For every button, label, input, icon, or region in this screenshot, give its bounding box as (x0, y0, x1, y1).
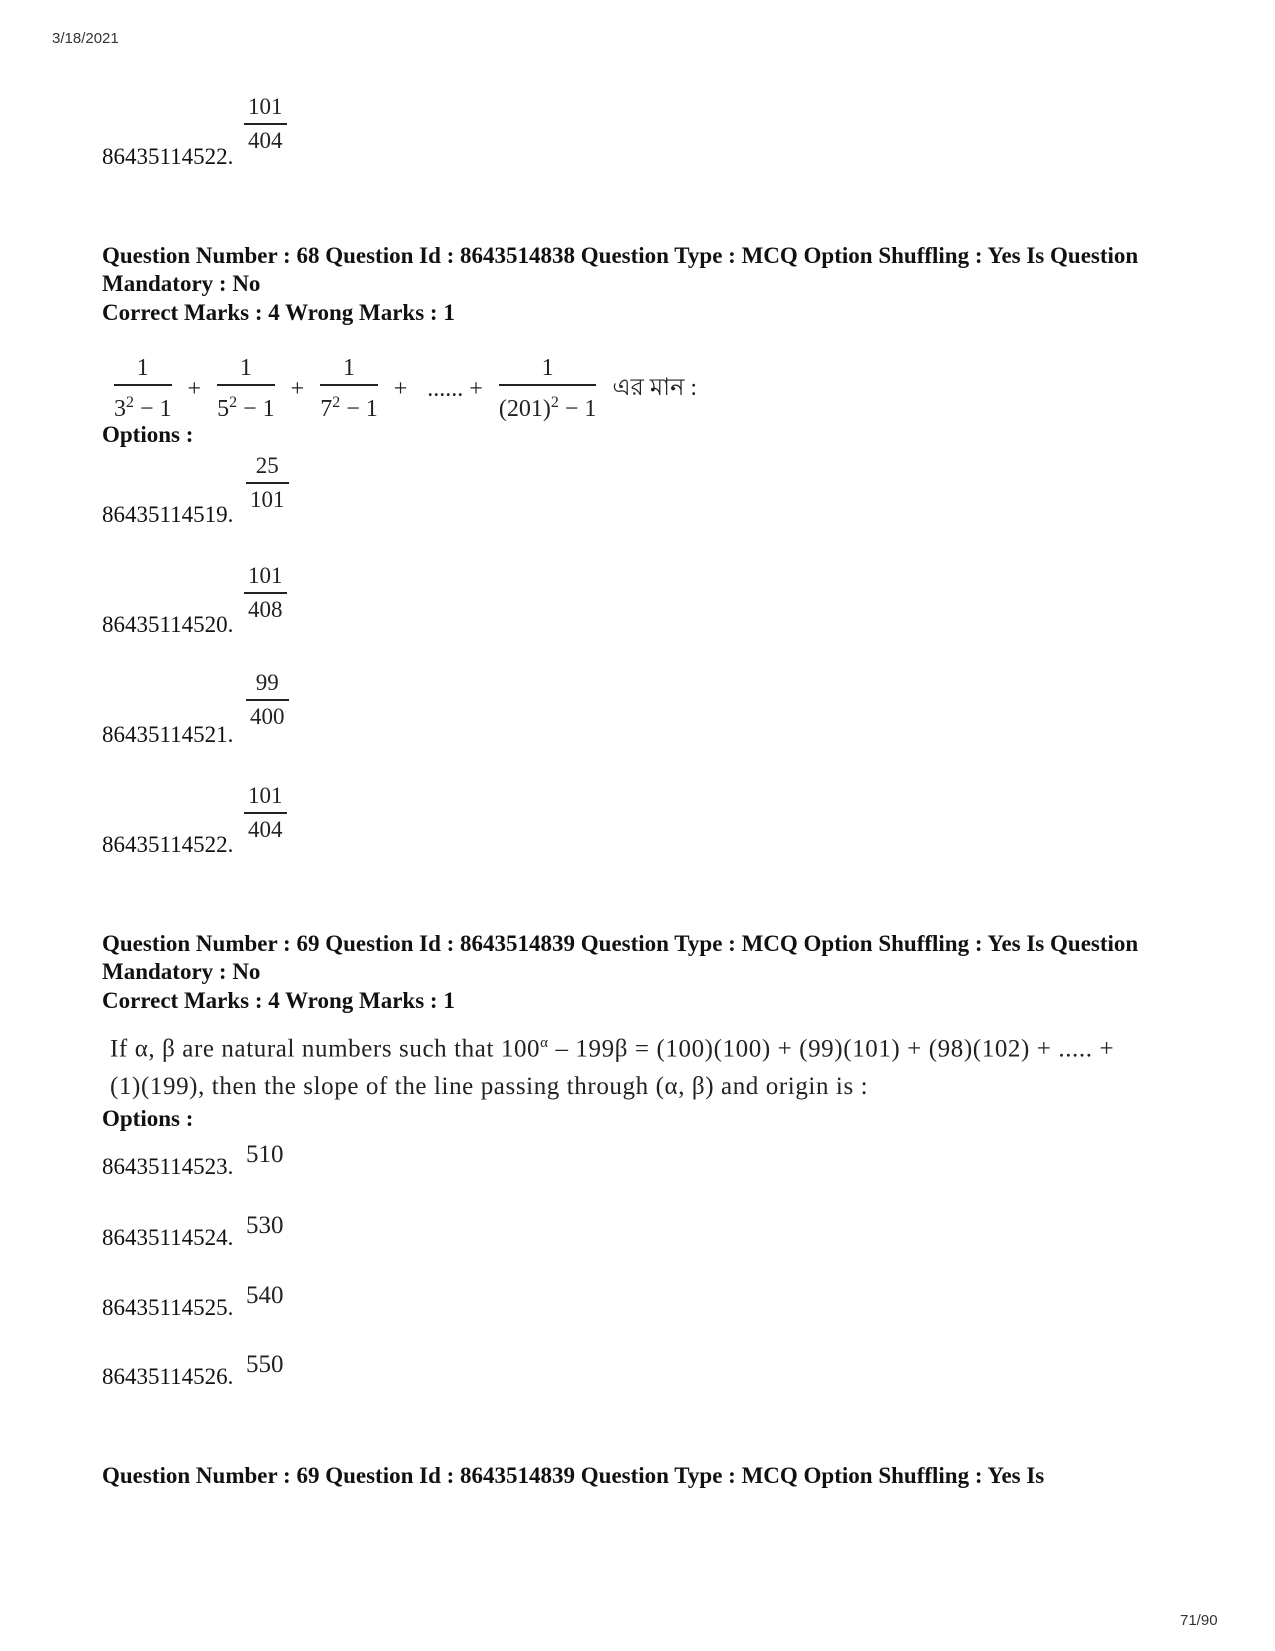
q69-question-text: If α, β are natural numbers such that $100^\alpha - 199\beta = (100)(100) + (99)(101) + (98)(102)$ + ..... + (1)(199), then the slope of the line passing through (α, β) and origin is : (110, 1035, 1115, 1101)
expr-tail: এর মান : (612, 375, 698, 401)
plus-sign: + (393, 375, 408, 402)
q68-header: Question Number : 68 Question Id : 8643514838 Question Type : MCQ Option Shuffling : Yes Is Question Mandatory : No (102, 243, 1139, 296)
q69-option-3-value: 540 (246, 1282, 284, 1309)
next-question-header: Question Number : 69 Question Id : 8643514839 Question Type : MCQ Option Shuffling : Yes Is (102, 1463, 1045, 1488)
plus-sign: + (187, 375, 202, 402)
q69-marks: Correct Marks : 4 Wrong Marks : 1 (102, 988, 455, 1013)
q69-option-2-value: 530 (246, 1212, 284, 1239)
prev-option-id: 86435114522. (102, 144, 234, 169)
q68-marks: Correct Marks : 4 Wrong Marks : 1 (102, 300, 455, 325)
fraction-denominator: 404 (248, 128, 283, 153)
q69-option-1-value: 510 (246, 1141, 284, 1168)
q68-option-4-id: 86435114522. (102, 832, 234, 857)
q68-options-label: Options : (102, 422, 194, 447)
q68-option-2-id: 86435114520. (102, 612, 234, 637)
q69-options-label: Options : (102, 1106, 194, 1131)
plus-sign: + (290, 375, 305, 402)
page-number: 71/90 (1180, 1612, 1218, 1629)
q69-header: Question Number : 69 Question Id : 8643514839 Question Type : MCQ Option Shuffling : Yes Is Question Mandatory : No (102, 931, 1139, 984)
q69-option-4-id: 86435114526. (102, 1364, 234, 1389)
prev-option-fraction (244, 94, 287, 154)
q69-option-3-id: 86435114525. (102, 1295, 234, 1320)
q69-option-1-id: 86435114523. (102, 1154, 234, 1179)
q68-option-1-fraction: 25 101 (246, 453, 289, 513)
expr-term-2: 1 $5^2 - 1$ (217, 355, 275, 422)
fraction-numerator: 101 (248, 94, 283, 119)
expr-term-1: 1 $3^2 - 1$ (114, 355, 172, 422)
ellipsis: ...... + (427, 375, 483, 402)
q68-option-4-fraction: 101 404 (244, 783, 287, 843)
q69-option-2-id: 86435114524. (102, 1225, 234, 1250)
q68-option-3-fraction: 99 400 (246, 670, 289, 730)
q68-expression (108, 354, 697, 424)
expr-term-3: 1 $7^2 - 1$ (320, 355, 378, 422)
print-date: 3/18/2021 (52, 30, 119, 47)
q68-option-1-id: 86435114519. (102, 502, 234, 527)
expr-term-4: 1 $(201)^2 - 1$ (498, 355, 597, 422)
q68-option-2-fraction: 101 408 (244, 563, 287, 623)
q68-option-3-id: 86435114521. (102, 722, 234, 747)
q69-option-4-value: 550 (246, 1351, 284, 1378)
